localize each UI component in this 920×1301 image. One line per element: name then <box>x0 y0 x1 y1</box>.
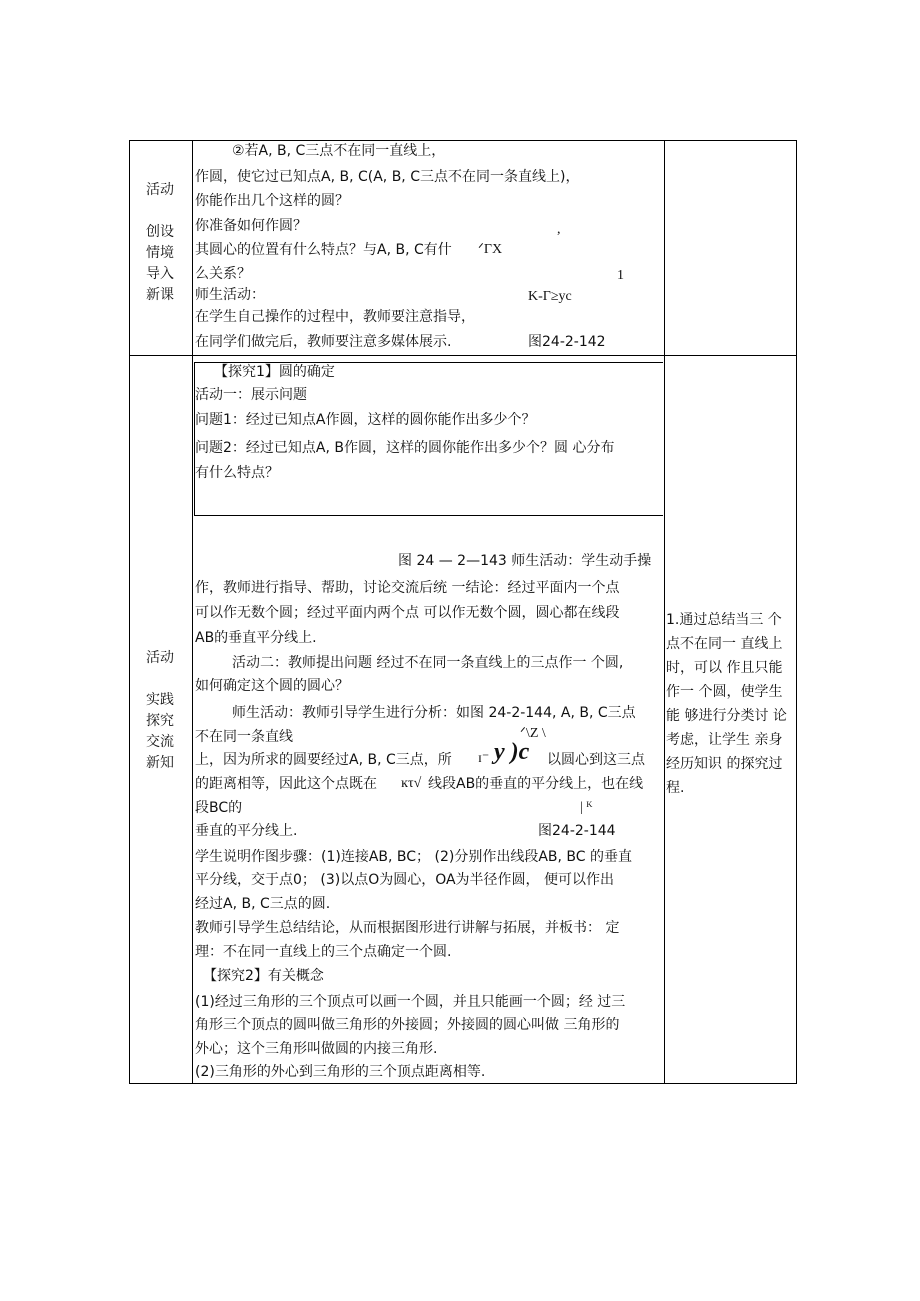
body-line: 活动二：教师提出问题 经过不在同一条直线上的三点作一 个圆, <box>232 655 624 671</box>
body-line: 平分线，交于点0； (3)以点O为圆心，OA为半径作圆， 便可以作出 <box>195 872 615 888</box>
section2-left-label <box>130 648 190 774</box>
body-line: 其圆心的位置有什么特点？与A, B, C有什 <box>195 242 452 258</box>
design-intent-text: 1.通过总结当三 个点不在同一 直线上时，可以 作且只能作一 个圆，使学生能 够进行分类讨 论考虑，让学生 亲身经历知识 的探究过程. <box>666 612 787 796</box>
table-bottom-border <box>129 1083 797 1084</box>
body-line: 师生活动： <box>195 287 265 303</box>
box-line: 【探究1】圆的确定 <box>214 364 335 380</box>
body-line: 外心；这个三角形叫做圆的内接三角形. <box>195 1041 438 1057</box>
left-label-line <box>130 201 190 222</box>
left-label-line <box>130 669 190 690</box>
left-label-line: 活动 <box>146 182 174 198</box>
figure-mark: y )c <box>494 739 530 765</box>
box-line: 活动一：展示问题 <box>195 387 307 403</box>
left-label-line: 探究 <box>146 713 174 729</box>
box-line: 问题2：经过已知点A, B作圆，这样的圆你能作出多少个？圆 心分布 <box>195 440 615 456</box>
body-line: 如何确定这个圆的圆心？ <box>195 678 349 694</box>
left-label-line: 新课 <box>146 287 174 303</box>
left-label-line: 创设 <box>146 224 174 240</box>
body-line: 师生活动：教师引导学生进行分析：如图 24-2-144, A, B, C三点 <box>232 705 636 721</box>
section1-left-label <box>130 180 190 306</box>
body-line: (1)经过三角形的三个顶点可以画一个圆，并且只能画一个圆；经 过三 <box>195 994 626 1010</box>
body-line: 不在同一条直线 <box>195 729 293 745</box>
box-line: 问题1：经过已知点A作圆，这样的圆你能作出多少个？ <box>195 412 536 428</box>
body-line: 【探究2】有关概念 <box>203 968 324 984</box>
body-line: AB的垂直平分线上. <box>195 630 317 646</box>
inner-box-bottom <box>194 515 663 516</box>
figure-mark: ĸτ√ <box>401 776 422 791</box>
body-line: 线段AB的垂直的平分线上，也在线 <box>428 776 644 792</box>
table-col-divider-1 <box>192 140 193 1084</box>
body-line: 教师引导学生总结结论，从而根据图形进行讲解与拓展，并板书： 定 <box>195 920 620 936</box>
body-line: 以圆心到这三点 <box>547 752 645 768</box>
figure-mark: K-Γ≥yc <box>528 289 572 304</box>
figure-mark: | ᴷ <box>580 800 593 815</box>
left-label-line: 活动 <box>146 650 174 666</box>
body-line: 可以作无数个圆；经过平面内两个点 可以作无数个圆，圆心都在线段 <box>195 605 620 621</box>
body-line: 你能作出几个这样的圆？ <box>195 193 349 209</box>
figure-mark: 1 <box>617 268 624 283</box>
table-col-divider-2 <box>664 140 665 1084</box>
body-line: 上，因为所求的圆要经过A, B, C三点，所 <box>195 752 452 768</box>
table-right-border <box>796 140 797 1084</box>
body-line: 角形三个顶点的圆叫做三角形的外接圆；外接圆的圆心叫做 三角形的 <box>195 1017 620 1033</box>
body-line: 作圆，使它过已知点A, B, C(A, B, C三点不在同一条直线上)， <box>195 169 580 185</box>
table-top-border <box>129 140 797 141</box>
body-line: 在同学们做完后，教师要注意多媒体展示. <box>195 334 452 350</box>
table-row-divider <box>129 355 797 356</box>
body-line: 你准备如何作圆？ <box>195 218 307 234</box>
body-line: 么关系？ <box>195 266 251 282</box>
figure-caption: 图24-2-142 <box>528 334 606 350</box>
body-line: 理：不在同一直线上的三个点确定一个圆. <box>195 944 452 960</box>
body-line: 图 24 — 2—143 师生活动：学生动手操 <box>398 553 652 569</box>
figure-mark: ᐟ\Z \ <box>520 726 546 741</box>
body-line: 的距离相等，因此这个点既在 <box>195 776 377 792</box>
box-line: 有什么特点？ <box>195 465 279 481</box>
body-line: 学生说明作图步骤：(1)连接AB, BC； (2)分别作出线段AB, BC 的垂直 <box>195 849 632 865</box>
body-line: 垂直的平分线上. <box>195 823 298 839</box>
left-label-line: 情境 <box>146 245 174 261</box>
body-line: 在学生自己操作的过程中，教师要注意指导， <box>195 309 475 325</box>
left-label-line: 实践 <box>146 692 174 708</box>
body-line: ②若A, B, C三点不在同一直线上， <box>232 143 446 159</box>
figure-caption: 图24-2-144 <box>538 823 616 839</box>
body-line: (2)三角形的外心到三角形的三个顶点距离相等. <box>195 1064 486 1080</box>
figure-mark: ᐟΓX <box>478 242 503 257</box>
body-line: 经过A, B, C三点的圆. <box>195 896 331 912</box>
body-line: 作，教师进行指导、帮助，讨论交流后统 一结论：经过平面内一个点 <box>195 580 620 596</box>
left-label-line: 交流 <box>146 734 174 750</box>
body-line: 段BC的 <box>195 800 243 816</box>
left-label-line: 导入 <box>146 266 174 282</box>
figure-mark: , <box>557 222 561 237</box>
figure-mark: ɪ⁻ <box>478 751 490 766</box>
left-label-line: 新知 <box>146 755 174 771</box>
